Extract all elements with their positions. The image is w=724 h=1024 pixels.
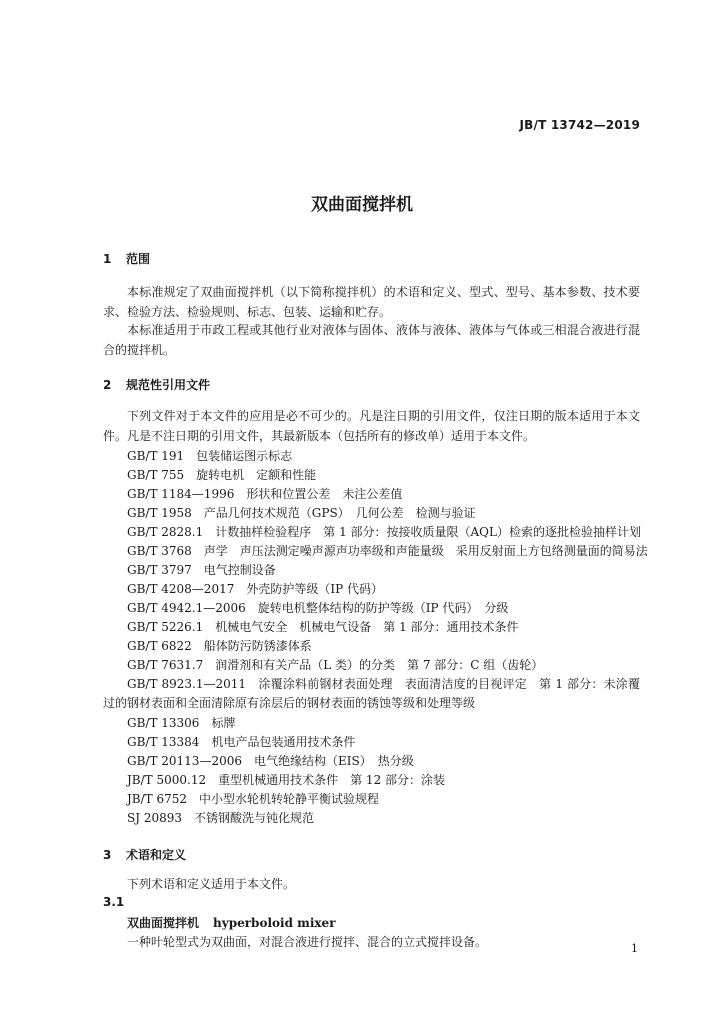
section-3-heading [103, 846, 186, 863]
scope-paragraph-1: 本标准规定了双曲面搅拌机（以下简称搅拌机）的术语和定义、型式、型号、基本参数、技术要求、检验方法、检验规则、标志、包装、运输和贮存。 [103, 285, 640, 319]
section-title: 规范性引用文件 [126, 378, 211, 392]
references-intro: 下列文件对于本文件的应用是必不可少的。凡是注日期的引用文件，仅注日期的版本适用于本文件。凡是不注日期的引用文件，其最新版本（包括所有的修改单）适用于本文件。 [103, 409, 640, 443]
reference-item: GB/T 1184—1996 形状和位置公差 未注公差值 [127, 487, 403, 501]
section-number: 1 [103, 252, 112, 266]
reference-item: GB/T 20113—2006 电气绝缘结构（EIS） 热分级 [127, 754, 414, 768]
reference-item: SJ 20893 不锈钢酸洗与钝化规范 [127, 811, 315, 825]
reference-item: GB/T 6822 船体防污防锈漆体系 [127, 639, 312, 653]
reference-item: JB/T 5000.12 重型机械通用技术条件 第 12 部分：涂装 [127, 773, 446, 787]
reference-item: GB/T 3797 电气控制设备 [127, 563, 276, 577]
terms-intro: 下列术语和定义适用于本文件。 [127, 877, 296, 891]
term-definition: 一种叶轮型式为双曲面，对混合液进行搅拌、混合的立式搅拌设备。 [127, 935, 488, 949]
section-title: 术语和定义 [126, 848, 187, 862]
reference-item: GB/T 7631.7 润滑剂和有关产品（L 类）的分类 第 7 部分：C 组（齿轮） [127, 658, 544, 672]
reference-item: GB/T 4942.1—2006 旋转电机整体结构的防护等级（IP 代码） 分级 [127, 601, 509, 615]
section-number: 2 [103, 378, 112, 392]
reference-item: GB/T 2828.1 计数抽样检验程序 第 1 部分：按接收质量限（AQL）检索的逐批检验抽样计划 [127, 525, 641, 539]
term-number: 3.1 [103, 895, 125, 909]
section-1-heading [103, 250, 150, 267]
term-english: hyperboloid mixer [213, 916, 336, 930]
section-2-heading [103, 376, 210, 393]
reference-item: GB/T 5226.1 机械电气安全 机械电气设备 第 1 部分：通用技术条件 [127, 620, 519, 634]
reference-item: GB/T 191 包装储运图示标志 [127, 449, 293, 463]
reference-item: GB/T 1958 产品几何技术规范（GPS） 几何公差 检测与验证 [127, 506, 476, 520]
document-title: 双曲面搅拌机 [311, 195, 413, 215]
reference-item: GB/T 4208—2017 外壳防护等级（IP 代码） [127, 582, 383, 596]
scope-paragraph-2: 本标准适用于市政工程或其他行业对液体与固体、液体与液体、液体与气体或三相混合液进行混合的搅拌机。 [103, 323, 640, 357]
reference-item: GB/T 13384 机电产品包装通用技术条件 [127, 735, 356, 749]
term-entry [127, 914, 336, 931]
reference-item: GB/T 755 旋转电机 定额和性能 [127, 468, 317, 482]
reference-item: GB/T 3768 声学 声压法测定噪声源声功率级和声能量级 采用反射面上方包络测量面的简易法 [127, 544, 648, 558]
reference-item: GB/T 13306 标牌 [127, 716, 236, 730]
reference-item-long: GB/T 8923.1—2011 涂覆涂料前钢材表面处理 表面清洁度的目视评定 第 1 部分：未涂覆过的钢材表面和全面清除原有涂层后的钢材表面的锈蚀等级和处理等级 [103, 677, 640, 710]
section-title: 范围 [126, 252, 151, 266]
term-chinese: 双曲面搅拌机 [127, 916, 200, 930]
section-number: 3 [103, 848, 112, 862]
reference-item: JB/T 6752 中小型水轮机转轮静平衡试验规程 [127, 792, 380, 806]
page-number: 1 [631, 942, 638, 955]
standard-number: JB/T 13742—2019 [519, 118, 640, 132]
